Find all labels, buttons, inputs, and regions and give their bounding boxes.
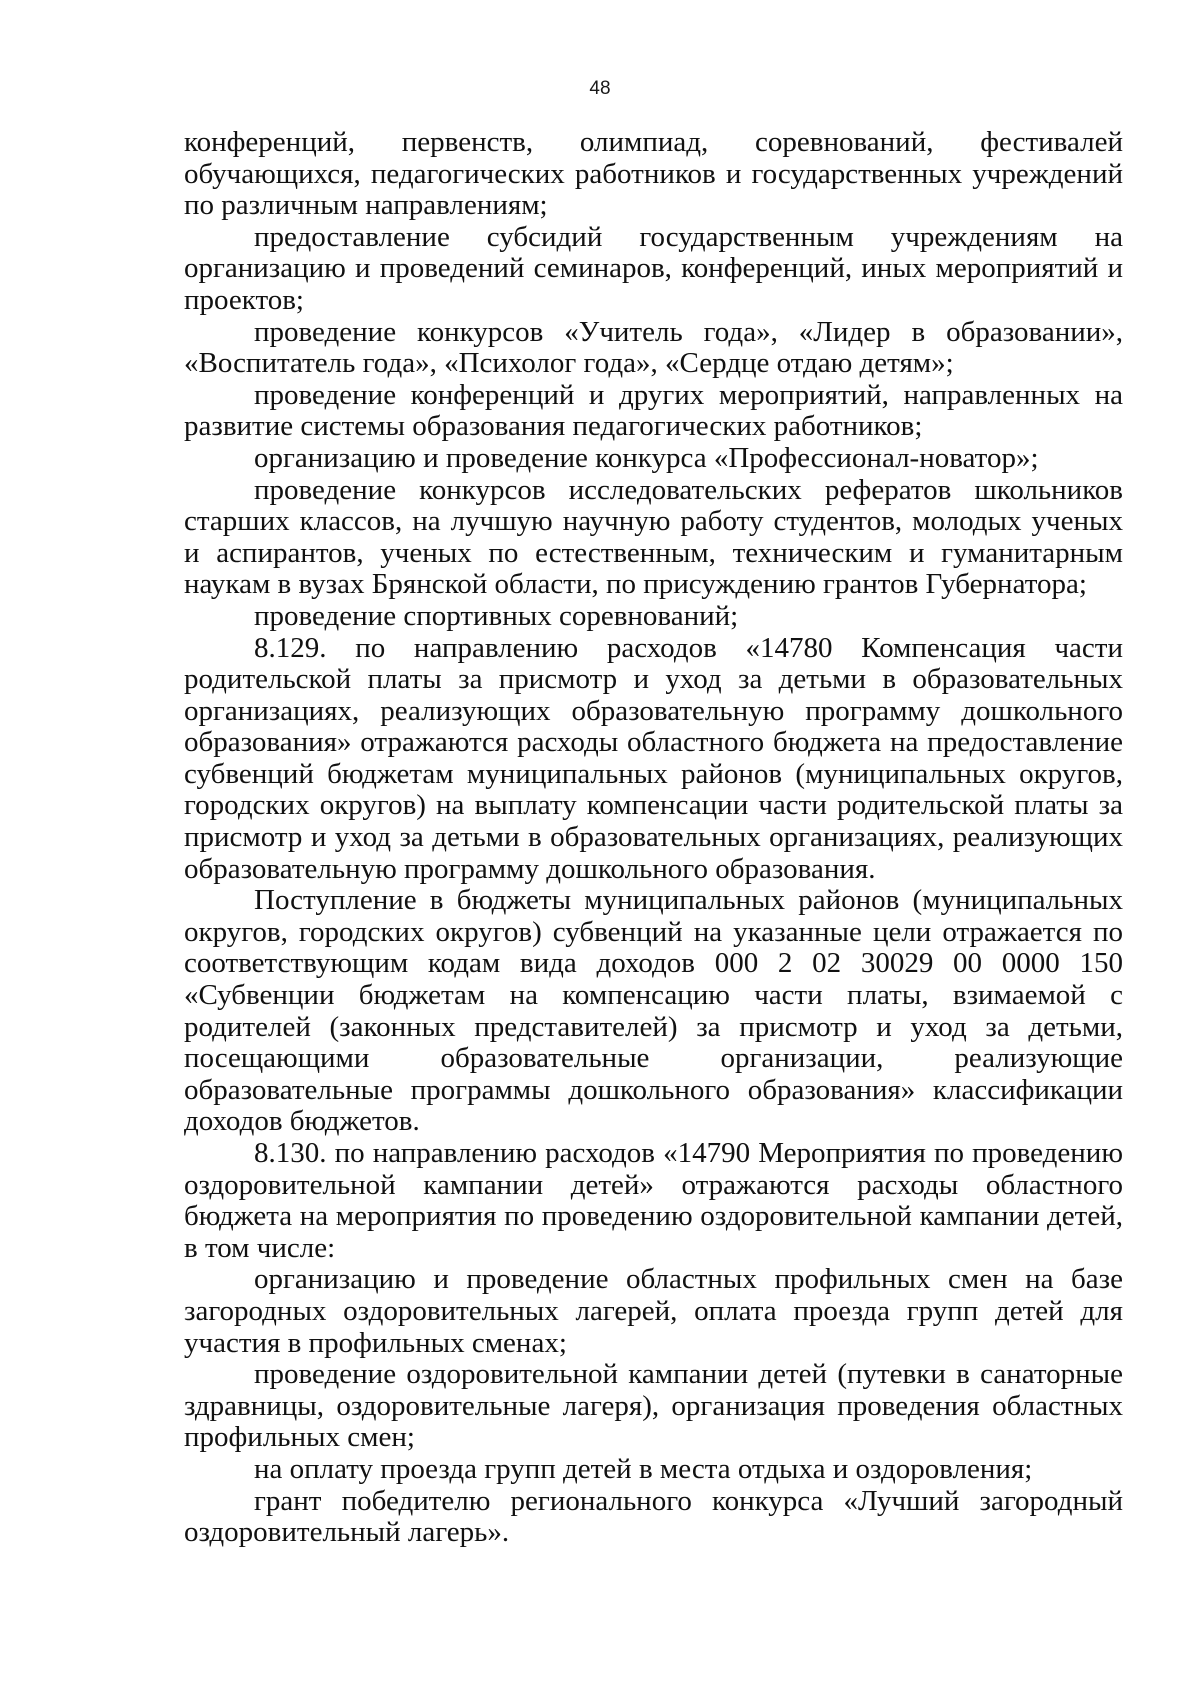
paragraph: на оплату проезда групп детей в места отдыха и оздоровления; (254, 1452, 1033, 1485)
paragraph: проведение спортивных соревнований; (254, 599, 739, 632)
paragraph: 8.130. по направлению расходов «14790 Мероприятия по проведению оздоровительной кампании детей» отражаются расходы областного бюджета на мероприятия по проведению оздоровительной кампании детей, в том числе: (184, 1137, 1123, 1264)
paragraph: конференций, первенств, олимпиад, соревнований, фестивалей обучающихся, педагогических работников и государственных учреждений по различным направлениям; (184, 126, 1123, 222)
paragraph: проведение конкурсов «Учитель года», «Лидер в образовании», «Воспитатель года», «Психолог года», «Сердце отдаю детям»; (184, 315, 1123, 380)
paragraph: проведение оздоровительной кампании детей (путевки в санаторные здравницы, оздоровительные лагеря), организация проведения областных профильных смен; (184, 1358, 1123, 1454)
paragraph: организацию и проведение конкурса «Профессионал-новатор»; (254, 441, 1039, 474)
page-number: 48 (589, 78, 611, 99)
paragraph: 8.129. по направлению расходов «14780 Компенсация части родительской платы за присмотр и уход за детьми в образовательных организациях, реализующих образовательную программу дошкольного образования» отражаются расходы областного бюджета на предоставление субвенций бюджетам муниципальных районов (муниципальных округов, городских округов) на выплату компенсации части родительской платы за присмотр и уход за детьми в образовательных организациях, реализующих образовательную программу дошкольного образования. (184, 631, 1123, 885)
paragraph: организацию и проведение областных профильных смен на базе загородных оздоровительных лагерей, оплата проезда групп детей для участия в профильных сменах; (184, 1263, 1123, 1359)
paragraph: предоставление субсидий государственным учреждениям на организацию и проведений семинаров, конференций, иных мероприятий и проектов; (184, 220, 1123, 316)
document-body (184, 127, 1123, 1549)
paragraph: проведение конкурсов исследовательских рефератов школьников старших классов, на лучшую научную работу студентов, молодых ученых и аспирантов, ученых по естественным, техническим и гуманитарным наукам в вузах Брянской области, по присуждению грантов Губернатора; (184, 473, 1123, 601)
paragraph: Поступление в бюджеты муниципальных районов (муниципальных округов, городских округов) субвенций на указанные цели отражается по соответствующим кодам вида доходов 000 2 02 30029 00 0000 150 «Субвенции бюджетам на компенсацию части платы, взимаемой с родителей (законных представителей) за присмотр и уход за детьми, посещающими образовательные организации, реализующие образовательные программы дошкольного образования» классификации доходов бюджетов. (184, 884, 1123, 1138)
paragraph: грант победителю регионального конкурса «Лучший загородный оздоровительный лагерь». (184, 1484, 1123, 1549)
paragraph: проведение конференций и других мероприятий, направленных на развитие системы образования педагогических работников; (184, 378, 1123, 443)
